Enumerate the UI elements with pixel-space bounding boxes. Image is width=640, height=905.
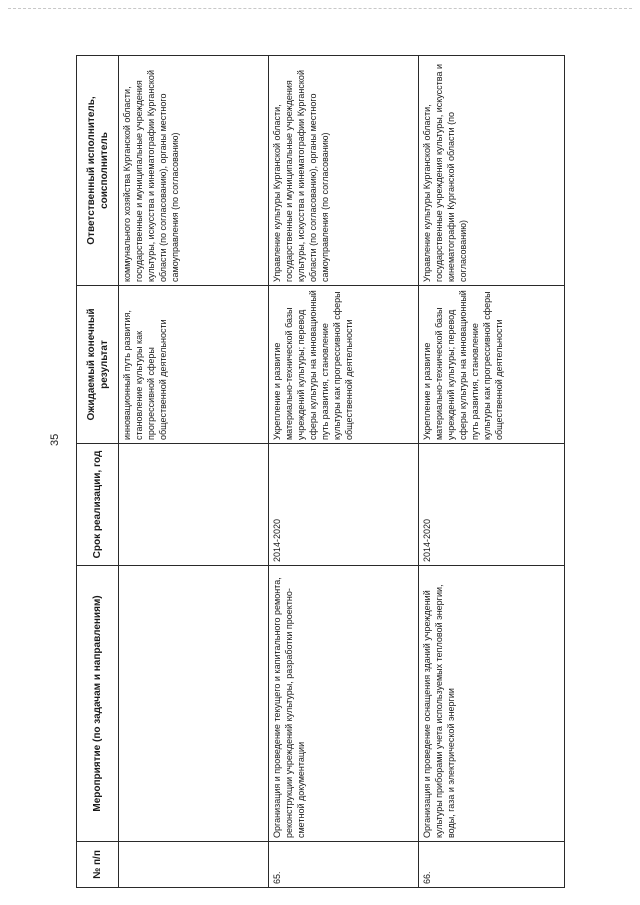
- cell-event: Организация и проведение оснащения зданий учреждений культуры приборами учета используемых тепловой энергии, воды, газа и электрической энергии: [419, 566, 565, 842]
- cell-executor: Управление культуры Курганской области, государственные учреждения культуры, искусства и кинематографии Курганской области (по согласованию): [419, 56, 565, 286]
- cell-term: [119, 444, 269, 566]
- cell-num: 66.: [419, 842, 565, 888]
- cell-executor: Управление культуры Курганской области, государственные и муниципальные учреждения культуры, искусства и кинематографии Курганской области (по согласованию), органы местного самоуправления (по согласованию): [269, 56, 419, 286]
- header-num: № п/п: [77, 842, 119, 888]
- cell-result: инновационный путь развития, становление культуры как прогрессивной сферы общественной деятельности: [119, 286, 269, 444]
- table-row: [119, 56, 269, 888]
- header-term: Срок реализации, год: [77, 444, 119, 566]
- scan-top-edge: [8, 8, 632, 9]
- cell-term: 2014-2020: [419, 444, 565, 566]
- cell-executor: коммунального хозяйства Курганской области, государственные и муниципальные учреждения культуры, искусства и кинематографии Курганской области (по согласованию), органы местного самоуправления (по согласованию): [119, 56, 269, 286]
- activities-table: [76, 55, 565, 888]
- cell-num: 65.: [269, 842, 419, 888]
- table-row: [419, 56, 565, 888]
- table-header-row: [77, 56, 119, 888]
- cell-result: Укрепление и развитие материально-технической базы учреждений культуры; перевод сферы культуры на инновационный путь развития, становление культуры как прогрессивной сферы общественной деятельности: [419, 286, 565, 444]
- page-number: 35: [49, 433, 61, 446]
- cell-term: 2014-2020: [269, 444, 419, 566]
- rotated-table-wrapper: [76, 56, 564, 888]
- header-result: Ожидаемый конечный результат: [77, 286, 119, 444]
- header-executor: Ответственный исполнитель, соисполнитель: [77, 56, 119, 286]
- cell-event: Организация и проведение текущего и капитального ремонта, реконструкции учреждений культуры, разработки проектно-сметной документации: [269, 566, 419, 842]
- table-row: [269, 56, 419, 888]
- cell-num: [119, 842, 269, 888]
- cell-event: [119, 566, 269, 842]
- cell-result: Укрепление и развитие материально-технической базы учреждений культуры; перевод сферы культуры на инновационный путь развития, становление культуры как прогрессивной сферы общественной деятельности: [269, 286, 419, 444]
- header-event: Мероприятие (по задачам и направлениям): [77, 566, 119, 842]
